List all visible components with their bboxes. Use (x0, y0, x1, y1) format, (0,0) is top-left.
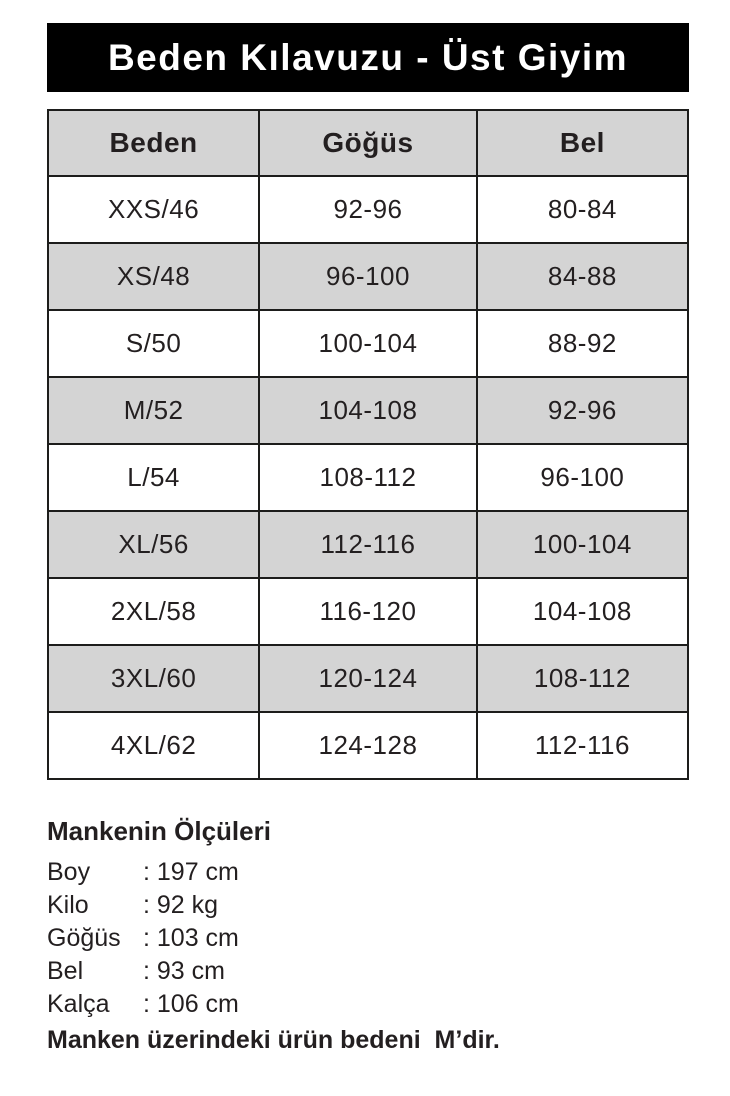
chest-cell: 100-104 (259, 310, 477, 377)
table-row (48, 243, 688, 310)
measurement-value: : 92 kg (143, 891, 219, 919)
size-cell: XXS/46 (48, 176, 259, 243)
chest-cell: 104-108 (259, 377, 477, 444)
waist-cell: 112-116 (477, 712, 688, 779)
measurement-label: Kalça (47, 990, 110, 1018)
waist-cell: 84-88 (477, 243, 688, 310)
size-cell: 4XL/62 (48, 712, 259, 779)
page-title: Beden Kılavuzu - Üst Giyim (107, 36, 629, 78)
column-header-beden: Beden (48, 110, 259, 176)
table-row (48, 377, 688, 444)
measurement-row-bel (47, 955, 689, 988)
measurement-value: : 106 cm (143, 990, 239, 1018)
model-size-note: Manken üzerindeki ürün bedeni M’dir. (47, 1026, 500, 1054)
measurement-row-kalca (47, 988, 689, 1021)
measurement-value: : 103 cm (143, 924, 239, 952)
model-measurements-section (47, 816, 689, 1057)
chest-cell: 124-128 (259, 712, 477, 779)
size-chart-table (47, 109, 689, 780)
column-header-bel: Bel (477, 110, 688, 176)
size-cell: 2XL/58 (48, 578, 259, 645)
size-cell: S/50 (48, 310, 259, 377)
measurement-row-gogus (47, 922, 689, 955)
chest-cell: 112-116 (259, 511, 477, 578)
waist-cell: 108-112 (477, 645, 688, 712)
table-header-row (48, 110, 688, 176)
chest-cell: 92-96 (259, 176, 477, 243)
measurement-label: Bel (47, 957, 84, 985)
chest-cell: 108-112 (259, 444, 477, 511)
waist-cell: 80-84 (477, 176, 688, 243)
size-cell: M/52 (48, 377, 259, 444)
model-measurements-heading: Mankenin Ölçüleri (47, 816, 271, 846)
measurement-value: : 197 cm (143, 858, 239, 886)
measurement-label: Boy (47, 858, 91, 886)
measurement-value: : 93 cm (143, 957, 225, 985)
measurement-row-kilo (47, 889, 689, 922)
measurement-label: Göğüs (47, 924, 121, 952)
table-row (48, 310, 688, 377)
table-row (48, 712, 688, 779)
chest-cell: 96-100 (259, 243, 477, 310)
table-row (48, 578, 688, 645)
column-header-gogus: Göğüs (259, 110, 477, 176)
table-row (48, 176, 688, 243)
waist-cell: 104-108 (477, 578, 688, 645)
size-cell: 3XL/60 (48, 645, 259, 712)
measurement-label: Kilo (47, 891, 89, 919)
waist-cell: 88-92 (477, 310, 688, 377)
chest-cell: 116-120 (259, 578, 477, 645)
table-row (48, 444, 688, 511)
table-row (48, 645, 688, 712)
measurement-row-boy (47, 856, 689, 889)
waist-cell: 96-100 (477, 444, 688, 511)
chest-cell: 120-124 (259, 645, 477, 712)
table-row (48, 511, 688, 578)
size-cell: XL/56 (48, 511, 259, 578)
size-cell: L/54 (48, 444, 259, 511)
size-cell: XS/48 (48, 243, 259, 310)
waist-cell: 100-104 (477, 511, 688, 578)
waist-cell: 92-96 (477, 377, 688, 444)
size-guide-title-bar (47, 23, 689, 92)
